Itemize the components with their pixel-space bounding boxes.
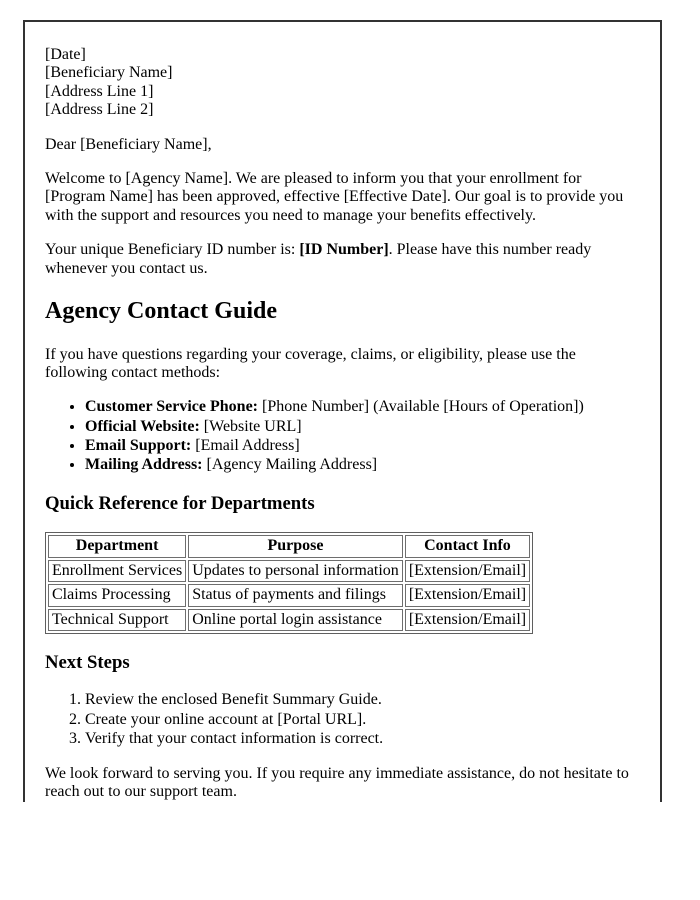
- contact-intro-paragraph: If you have questions regarding your coverage, claims, or eligibility, please use the following contact methods:: [45, 345, 576, 381]
- id-text-before: Your unique Beneficiary ID number is:: [45, 241, 300, 259]
- column-header-purpose: Purpose: [188, 535, 403, 557]
- salutation: Dear [Beneficiary Name],: [45, 135, 212, 153]
- cell-purpose: Updates to personal information: [188, 560, 403, 582]
- closing-paragraph: We look forward to serving you. If you require any immediate assistance, do not hesitate to reach out to our support team.: [45, 764, 629, 800]
- list-item-step-3: 3. Verify that your contact information is correct.: [85, 730, 640, 748]
- cell-purpose: Status of payments and filings: [188, 584, 403, 606]
- beneficiary-id-paragraph: [45, 241, 640, 278]
- departments-heading: Quick Reference for Departments: [45, 492, 315, 514]
- list-item-step-2: 2. Create your online account at [Portal URL].: [85, 711, 640, 729]
- contact-method-value: [Agency Mailing Address]: [202, 456, 378, 474]
- contact-method-value: [Website URL]: [199, 417, 302, 435]
- id-text-after: . Please have this number ready whenever you contact us.: [45, 241, 592, 277]
- cell-department: Claims Processing: [48, 584, 186, 606]
- next-steps-heading: Next Steps: [45, 651, 130, 673]
- contact-method-label: Mailing Address:: [85, 456, 203, 474]
- table-row: [48, 560, 530, 582]
- address-block: [45, 46, 640, 120]
- cell-contact-info: [Extension/Email]: [405, 560, 530, 582]
- contact-method-label: Customer Service Phone:: [85, 398, 258, 416]
- contact-method-label: Official Website:: [85, 417, 200, 435]
- cell-department: Technical Support: [48, 609, 186, 631]
- date-line: [Date]: [45, 46, 86, 63]
- next-steps-list: [45, 691, 640, 748]
- cell-department: Enrollment Services: [48, 560, 186, 582]
- address-line-2: [Address Line 2]: [45, 101, 154, 119]
- table-header-row: [48, 535, 530, 557]
- contact-method-value: [Email Address]: [191, 437, 300, 455]
- address-line-1: [Address Line 1]: [45, 82, 154, 100]
- beneficiary-name-line: [Beneficiary Name]: [45, 64, 173, 82]
- list-item-mailing-address: [85, 456, 640, 474]
- table-row: [48, 609, 530, 631]
- contact-guide-heading: Agency Contact Guide: [45, 297, 277, 324]
- table-row: [48, 584, 530, 606]
- list-item-official-website: [85, 418, 640, 436]
- id-number-placeholder: [ID Number]: [299, 241, 389, 259]
- departments-table: [45, 532, 533, 634]
- list-item-customer-service-phone: [85, 398, 640, 416]
- contact-method-label: Email Support:: [85, 437, 192, 455]
- column-header-department: Department: [48, 535, 186, 557]
- cell-contact-info: [Extension/Email]: [405, 609, 530, 631]
- column-header-contact-info: Contact Info: [405, 535, 530, 557]
- letter-document: [23, 20, 662, 802]
- intro-paragraph: Welcome to [Agency Name]. We are pleased to inform you that your enrollment for [Program Name] has been approved, effective [Effective Date]. Our goal is to provide you with the support and resources you need to manage your benefits effectively.: [45, 169, 624, 224]
- contact-method-value: [Phone Number] (Available [Hours of Operation]): [258, 398, 584, 416]
- cell-contact-info: [Extension/Email]: [405, 584, 530, 606]
- contact-methods-list: [45, 398, 640, 475]
- list-item-step-1: 1. Review the enclosed Benefit Summary Guide.: [85, 691, 640, 709]
- list-item-email-support: [85, 437, 640, 455]
- cell-purpose: Online portal login assistance: [188, 609, 403, 631]
